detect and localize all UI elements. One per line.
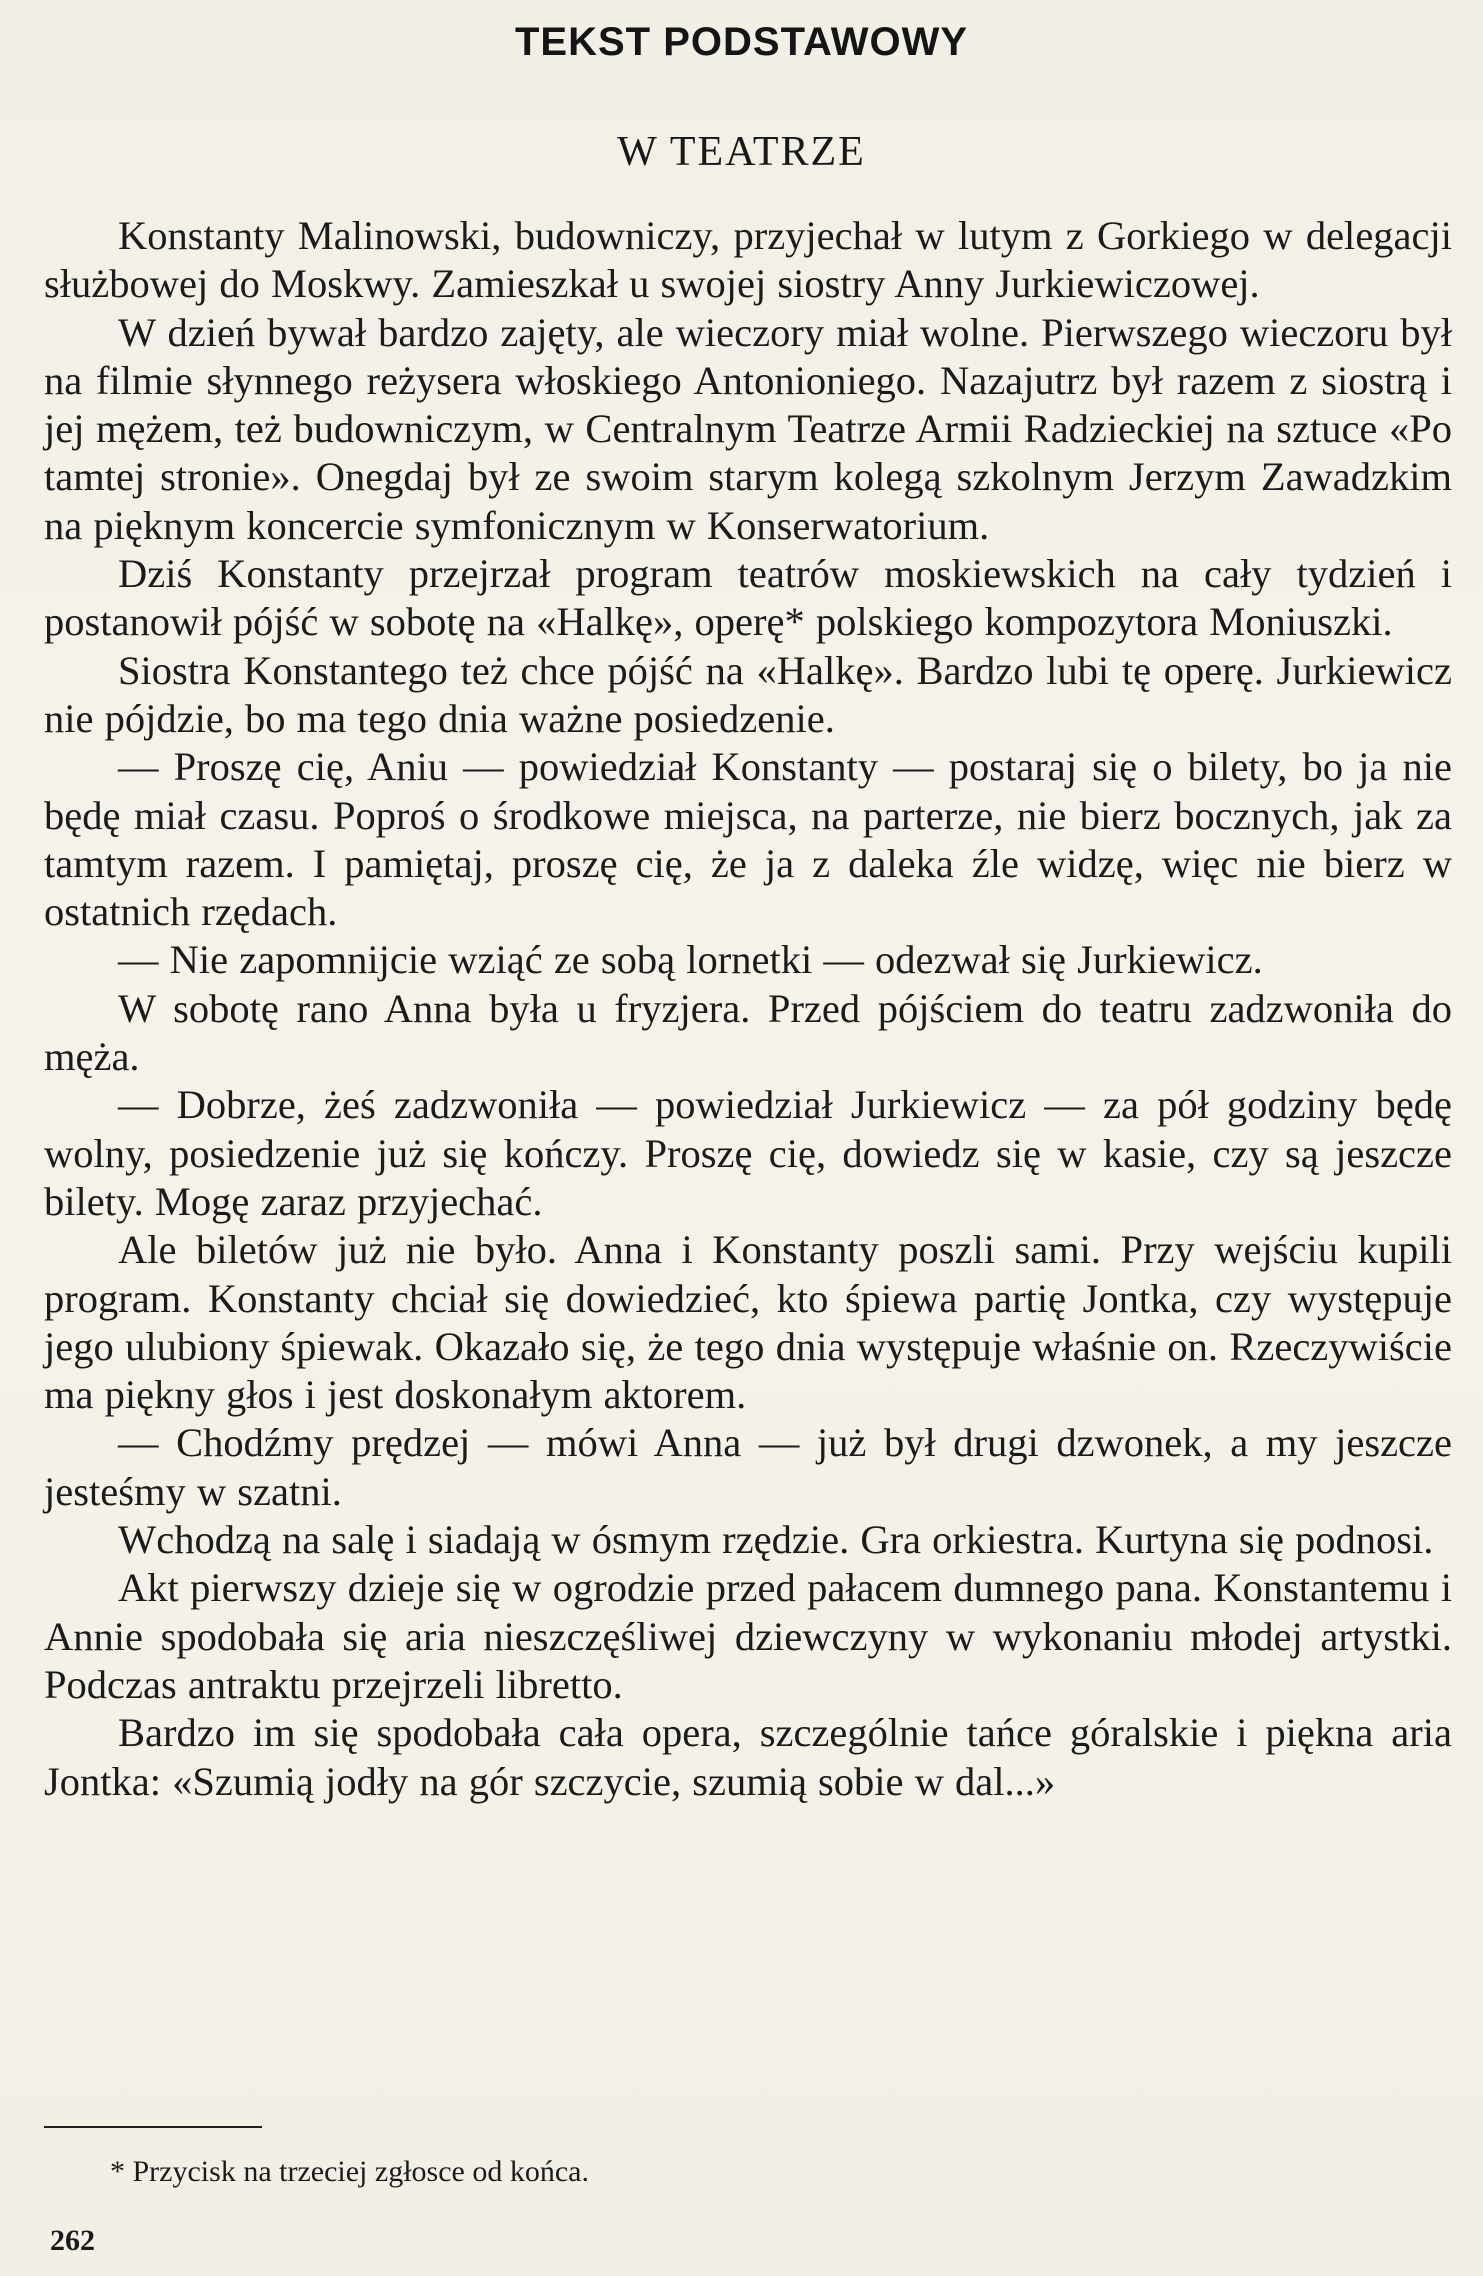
section-header: TEKST PODSTAWOWY (514, 20, 969, 64)
paragraph: Ale biletów już nie było. Anna i Konstanty poszli sami. Przy wejściu kupili program. Konstanty chciał się dowiedzieć, kto śpiewa partię Jontka, czy występuje jego ulubiony śpiewak. Okazało się, że tego dnia występuje właśnie on. Rzeczywiście ma piękny głos i jest doskonałym aktorem. (44, 1227, 1452, 1418)
paragraph: Akt pierwszy dzieje się w ogrodzie przed pałacem dumnego pana. Konstantemu i Annie spodobała się aria nieszczęśliwej dziewczyny w wykonaniu młodej artystki. Podczas antraktu przejrzeli libretto. (44, 1565, 1452, 1707)
paragraph: Konstanty Malinowski, budowniczy, przyjechał w lutym z Gorkiego w delegacji służbowej do Moskwy. Zamieszkał u swojej siostry Anny Jurkiewiczowej. (44, 213, 1452, 307)
paragraph: Siostra Konstantego też chce pójść na «Halkę». Bardzo lubi tę operę. Jurkiewicz nie pójdzie, bo ma tego dnia ważne posiedzenie. (44, 647, 1452, 741)
footnote-divider (44, 2126, 262, 2128)
footnote: * Przycisk na trzeciej zgłosce od końca. (110, 2155, 589, 2188)
paragraph: — Dobrze, żeś zadzwoniła — powiedział Jurkiewicz — za pół godziny będę wolny, posiedzenie już się kończy. Proszę cię, dowiedz się w kasie, czy są jeszcze bilety. Mogę zaraz przyjechać. (44, 1082, 1452, 1224)
paragraph: — Chodźmy prędzej — mówi Anna — już był drugi dzwonek, a my jeszcze jesteśmy w szatni. (44, 1420, 1452, 1514)
page-number: 262 (50, 2224, 95, 2257)
paragraph: W sobotę rano Anna była u fryzjera. Przed pójściem do teatru zadzwoniła do męża. (44, 985, 1452, 1080)
main-text (44, 212, 1452, 1806)
paragraph: Wchodzą na salę i siadają w ósmym rzędzie. Gra orkiestra. Kurtyna się podnosi. (118, 1517, 1434, 1563)
paragraph: — Proszę cię, Aniu — powiedział Konstanty — postaraj się o bilety, bo ja nie będę miał czasu. Poproś o środkowe miejsca, na parterze, nie bierz bocznych, jak za tamtym razem. I pamiętaj, proszę cię, że ja z daleka źle widzę, więc nie bierz w ostatnich rzędach. (44, 744, 1452, 935)
paragraph: Dziś Konstanty przejrzał program teatrów moskiewskich na cały tydzień i postanowił pójść w sobotę na «Halkę», operę* polskiego kompozytora Moniuszki. (44, 551, 1452, 645)
chapter-title: W TEATRZE (617, 129, 866, 175)
paragraph: Bardzo im się spodobała cała opera, szczególnie tańce góralskie i piękna aria Jontka: «Szumią jodły na gór szczycie, szumią sobie w dal...» (44, 1710, 1452, 1804)
paragraph: W dzień bywał bardzo zajęty, ale wieczory miał wolne. Pierwszego wieczoru był na filmie słynnego reżysera włoskiego Antonioniego. Nazajutrz był razem z siostrą i jej mężem, też budowniczym, w Centralnym Teatrze Armii Radzieckiej na sztuce «Po tamtej stronie». Onegdaj był ze swoim starym kolegą szkolnym Jerzym Zawadzkim na pięknym koncercie symfonicznym w Konserwatorium. (44, 309, 1452, 548)
paragraph: — Nie zapomnijcie wziąć ze sobą lornetki — odezwał się Jurkiewicz. (118, 937, 1263, 983)
